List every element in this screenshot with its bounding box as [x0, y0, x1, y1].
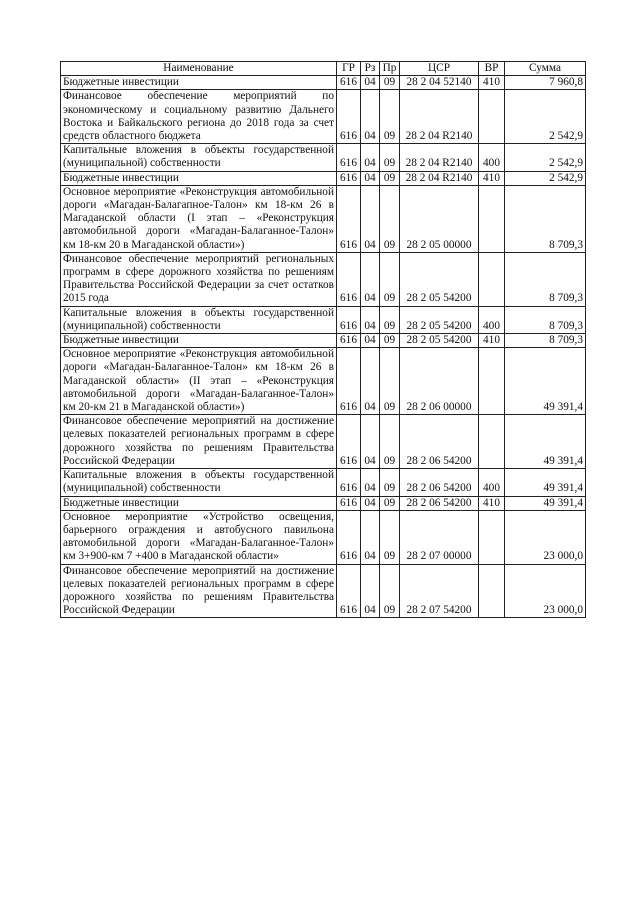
row-vr — [479, 185, 505, 252]
row-gr: 616 — [337, 171, 361, 185]
row-csr: 28 2 06 00000 — [400, 348, 479, 415]
table-row — [61, 144, 586, 171]
row-rz: 04 — [361, 185, 380, 252]
row-gr: 616 — [337, 185, 361, 252]
row-sum: 8 709,3 — [505, 306, 586, 333]
row-pr: 09 — [380, 348, 400, 415]
table-row — [61, 415, 586, 469]
row-pr: 09 — [380, 306, 400, 333]
row-name: Финансовое обеспечение мероприятий по экономическому и социальному развитию Дальнего Востока и Байкальского региона до 2018 года за счет средств областного бюджета — [61, 90, 337, 144]
table-row — [61, 510, 586, 564]
table-row — [61, 469, 586, 496]
row-vr — [479, 252, 505, 306]
row-rz: 04 — [361, 144, 380, 171]
row-sum: 2 542,9 — [505, 144, 586, 171]
row-rz: 04 — [361, 415, 380, 469]
row-name: Финансовое обеспечение мероприятий на достижение целевых показателей региональных программ в сфере дорожного хозяйства по решениям Правительства Российской Федерации — [61, 564, 337, 618]
row-rz: 04 — [361, 90, 380, 144]
row-pr: 09 — [380, 334, 400, 348]
row-rz: 04 — [361, 510, 380, 564]
table-row — [61, 564, 586, 618]
table-row — [61, 185, 586, 252]
row-gr: 616 — [337, 144, 361, 171]
row-rz: 04 — [361, 496, 380, 510]
row-vr: 410 — [479, 171, 505, 185]
row-csr: 28 2 05 54200 — [400, 306, 479, 333]
row-sum: 8 709,3 — [505, 252, 586, 306]
row-name: Финансовое обеспечение мероприятий региональных программ в сфере дорожного хозяйства по решениям Правительства Российской Федерации за счет остатков 2015 года — [61, 252, 337, 306]
row-name: Капитальные вложения в объекты государственной (муниципальной) собственности — [61, 306, 337, 333]
row-vr: 410 — [479, 76, 505, 90]
row-pr: 09 — [380, 469, 400, 496]
table-row — [61, 90, 586, 144]
row-gr: 616 — [337, 348, 361, 415]
row-name: Основное мероприятие «Устройство освещения, барьерного ограждения и автобусного павильона автомобильной дороги «Магадан-Балаганное-Талон» км 3+900-км 7 +400 в Магаданской области» — [61, 510, 337, 564]
row-vr: 400 — [479, 469, 505, 496]
table-row — [61, 306, 586, 333]
table-row — [61, 252, 586, 306]
row-name: Бюджетные инвестиции — [61, 334, 337, 348]
row-csr: 28 2 05 00000 — [400, 185, 479, 252]
row-pr: 09 — [380, 76, 400, 90]
row-gr: 616 — [337, 334, 361, 348]
row-vr: 410 — [479, 496, 505, 510]
row-csr: 28 2 05 54200 — [400, 334, 479, 348]
row-vr — [479, 564, 505, 618]
row-pr: 09 — [380, 90, 400, 144]
row-csr: 28 2 07 54200 — [400, 564, 479, 618]
row-csr: 28 2 04 52140 — [400, 76, 479, 90]
row-name: Капитальные вложения в объекты государственной (муниципальной) собственности — [61, 469, 337, 496]
row-sum: 8 709,3 — [505, 185, 586, 252]
table-header-row — [61, 62, 586, 76]
row-gr: 616 — [337, 306, 361, 333]
row-gr: 616 — [337, 510, 361, 564]
row-pr: 09 — [380, 144, 400, 171]
row-vr — [479, 90, 505, 144]
row-pr: 09 — [380, 564, 400, 618]
row-pr: 09 — [380, 496, 400, 510]
header-csr: ЦСР — [400, 62, 479, 76]
table-row — [61, 171, 586, 185]
row-csr: 28 2 04 R2140 — [400, 90, 479, 144]
row-sum: 2 542,9 — [505, 90, 586, 144]
row-sum: 49 391,4 — [505, 496, 586, 510]
row-name: Основное мероприятие «Реконструкция автомобильной дороги «Магадан-Балагапное-Талон» км 18-км 26 в Магаданской области (I этап – «Реконструкция автомобильной дороги «Магадан-Балаганное-Талон» км 18-км 20 в Магаданской области») — [61, 185, 337, 252]
row-gr: 616 — [337, 252, 361, 306]
row-rz: 04 — [361, 334, 380, 348]
row-gr: 616 — [337, 415, 361, 469]
row-gr: 616 — [337, 469, 361, 496]
row-name: Основное мероприятие «Реконструкция автомобильной дороги «Магадан-Балаганное-Талон» км 18-км 26 в Магаданской области» (II этап – «Реконструкция автомобильной дороги «Магадан-Балаганное-Талон» км 20-км 21 в Магаданской области») — [61, 348, 337, 415]
budget-table — [60, 61, 586, 618]
table-row — [61, 76, 586, 90]
table-row — [61, 496, 586, 510]
row-rz: 04 — [361, 564, 380, 618]
row-pr: 09 — [380, 415, 400, 469]
row-name: Финансовое обеспечение мероприятий на достижение целевых показателей региональных программ в сфере дорожного хозяйства по решениям Правительства Российской Федерации — [61, 415, 337, 469]
row-gr: 616 — [337, 496, 361, 510]
row-name: Бюджетные инвестиции — [61, 76, 337, 90]
row-rz: 04 — [361, 348, 380, 415]
budget-table-page — [60, 61, 585, 618]
row-csr: 28 2 06 54200 — [400, 469, 479, 496]
row-vr — [479, 510, 505, 564]
row-csr: 28 2 07 00000 — [400, 510, 479, 564]
header-pr: Пр — [380, 62, 400, 76]
row-sum: 49 391,4 — [505, 348, 586, 415]
row-vr: 400 — [479, 144, 505, 171]
row-sum: 49 391,4 — [505, 469, 586, 496]
row-pr: 09 — [380, 510, 400, 564]
row-gr: 616 — [337, 76, 361, 90]
row-pr: 09 — [380, 171, 400, 185]
row-gr: 616 — [337, 90, 361, 144]
row-rz: 04 — [361, 171, 380, 185]
row-vr: 410 — [479, 334, 505, 348]
row-name: Бюджетные инвестиции — [61, 496, 337, 510]
row-csr: 28 2 04 R2140 — [400, 144, 479, 171]
row-csr: 28 2 04 R2140 — [400, 171, 479, 185]
row-name: Бюджетные инвестиции — [61, 171, 337, 185]
row-name: Капитальные вложения в объекты государственной (муниципальной) собственности — [61, 144, 337, 171]
header-gr: ГР — [337, 62, 361, 76]
row-sum: 49 391,4 — [505, 415, 586, 469]
row-pr: 09 — [380, 185, 400, 252]
row-rz: 04 — [361, 469, 380, 496]
row-pr: 09 — [380, 252, 400, 306]
row-vr — [479, 415, 505, 469]
header-name: Наименование — [61, 62, 337, 76]
table-row — [61, 334, 586, 348]
row-vr — [479, 348, 505, 415]
row-rz: 04 — [361, 306, 380, 333]
row-csr: 28 2 06 54200 — [400, 496, 479, 510]
row-rz: 04 — [361, 252, 380, 306]
row-vr: 400 — [479, 306, 505, 333]
row-sum: 8 709,3 — [505, 334, 586, 348]
row-sum: 2 542,9 — [505, 171, 586, 185]
row-gr: 616 — [337, 564, 361, 618]
table-row — [61, 348, 586, 415]
row-sum: 23 000,0 — [505, 510, 586, 564]
row-sum: 23 000,0 — [505, 564, 586, 618]
row-csr: 28 2 06 54200 — [400, 415, 479, 469]
row-csr: 28 2 05 54200 — [400, 252, 479, 306]
row-sum: 7 960,8 — [505, 76, 586, 90]
header-sum: Сумма — [505, 62, 586, 76]
row-rz: 04 — [361, 76, 380, 90]
header-rz: Рз — [361, 62, 380, 76]
header-vr: ВР — [479, 62, 505, 76]
